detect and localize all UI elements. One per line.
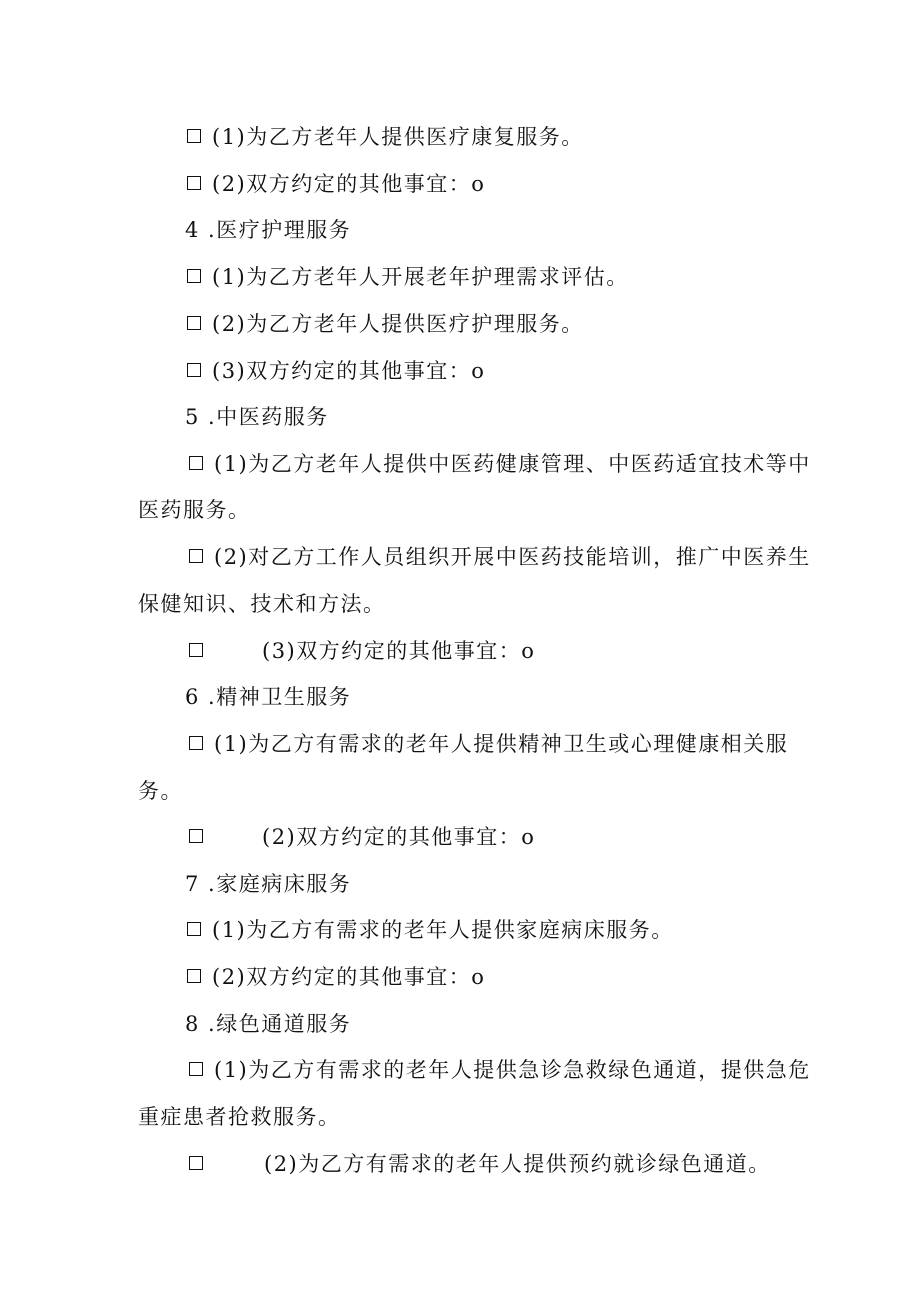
item-text: (3)双方约定的其他事宜：o — [262, 639, 536, 663]
item-text: (1)为乙方有需求的老年人提供家庭病床服务。 — [212, 918, 674, 942]
item-text: (1)为乙方有需求的老年人提供急诊急救绿色通道，提供急危 — [214, 1058, 811, 1082]
item-text: 保健知识、技术和方法。 — [138, 592, 386, 616]
checkbox[interactable] — [189, 829, 203, 843]
item-text: (2)双方约定的其他事宜：o — [212, 965, 486, 989]
item-text: (2)为乙方老年人提供医疗护理服务。 — [212, 312, 584, 336]
checkbox[interactable] — [189, 736, 203, 750]
item-text: 重症患者抢救服务。 — [138, 1105, 341, 1129]
item-text: (1)为乙方老年人提供医疗康复服务。 — [212, 125, 584, 149]
checkbox[interactable] — [187, 363, 201, 377]
checkbox[interactable] — [187, 316, 201, 330]
checkbox[interactable] — [187, 969, 201, 983]
checkbox[interactable] — [187, 269, 201, 283]
checkbox[interactable] — [187, 176, 201, 190]
checkbox[interactable] — [189, 456, 203, 470]
item-text: (1)为乙方老年人提供中医药健康管理、中医药适宜技术等中 — [214, 452, 811, 476]
heading-text: 6 .精神卫生服务 — [185, 685, 352, 709]
checkbox[interactable] — [187, 129, 201, 143]
heading-text: 5 .中医药服务 — [185, 405, 329, 429]
item-text: 务。 — [138, 779, 183, 803]
heading-text: 7 .家庭病床服务 — [185, 872, 352, 896]
item-text: 医药服务。 — [138, 498, 251, 522]
item-text: (2)对乙方工作人员组织开展中医药技能培训，推广中医养生 — [214, 545, 811, 569]
checkbox[interactable] — [189, 643, 203, 657]
heading-text: 4 .医疗护理服务 — [185, 218, 352, 242]
item-text: (2)双方约定的其他事宜：o — [262, 825, 536, 849]
checkbox[interactable] — [189, 1156, 203, 1170]
checkbox[interactable] — [187, 922, 201, 936]
item-text: (1)为乙方有需求的老年人提供精神卫生或心理健康相关服 — [214, 732, 789, 756]
item-text: (3)双方约定的其他事宜：o — [212, 359, 486, 383]
heading-text: 8 .绿色通道服务 — [185, 1012, 352, 1036]
checkbox[interactable] — [189, 549, 203, 563]
checkbox[interactable] — [189, 1062, 203, 1076]
item-text: (1)为乙方老年人开展老年护理需求评估。 — [212, 265, 629, 289]
item-text: (2)为乙方有需求的老年人提供预约就诊绿色通道。 — [264, 1152, 771, 1176]
item-text: (2)双方约定的其他事宜：o — [212, 172, 486, 196]
